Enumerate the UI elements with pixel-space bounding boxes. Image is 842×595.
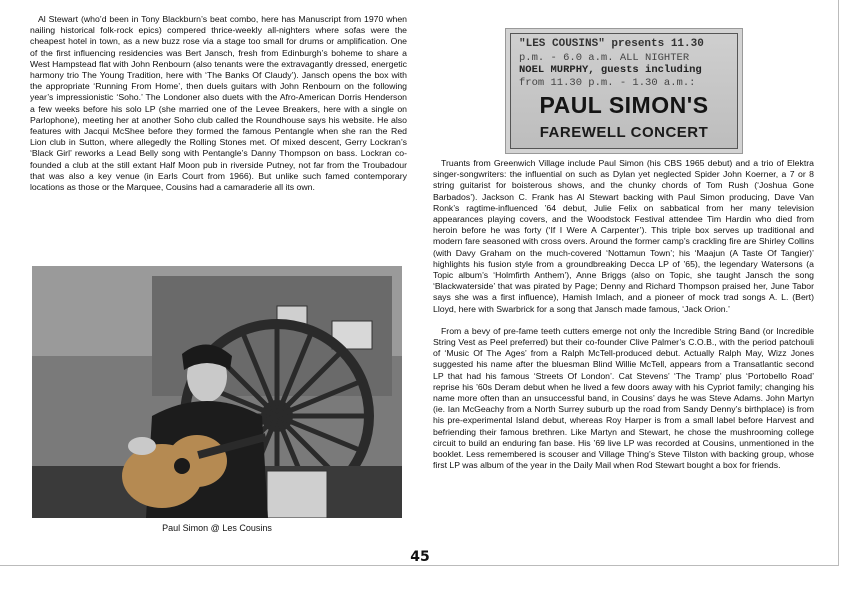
paragraph-gap: [433, 315, 814, 326]
right-column: [433, 158, 814, 471]
concert-clipping: [505, 28, 743, 154]
left-paragraph: Al Stewart (who’d been in Tony Blackburn’s beat combo, here has Manuscript from 1970 when nailing historical folk-rock epics) compered thrice-weekly all-nighters where sofas were the cheapest hotel in town, as a new buzz rose via a stage too small for drums or amplification. One of the first influencing residencies was Bert Jansch, fresh from Edinburgh’s boheme to share a West Hampstead flat with John Renbourn (also tenants were the extravagantly dressed, energetic harmony trio The Young Tradition, here with ‘The Banks Of Claudy’). Jansch opens the box with the appropriate ‘Running From Home’, then duels guitars with John Renbourn on the following year’s impressionistic ‘Soho.’ The Londoner also duets with the Afro-American Dorris Henderson a few weeks before his solo LP (she married one of the Levee Breakers, here with a single on Parlophone), meeting her at another Soho club called the Roundhouse says his website. He also features with Jacqui McShee before they formed the famous Pentangle when she ran the Red Lion club in Sutton, where allegedly the Rolling Stones met. Of mixed descent, Gerry Lockran’s ‘Black Girl’ reworks a Lead Belly song with Pentangle’s Danny Thompson on bass. Lockran co-founded a club at the still extant Half Moon pub in riverside Putney, not far from the Troubadour that was also a key venue (in Earls Court from 1966). But unlike such famed contemporary locations as those or the Marquee, Cousins had a camaraderie all its own.: [30, 14, 407, 193]
clipping-line-presents: "LES COUSINS" presents 11.30: [519, 38, 704, 50]
paul-simon-photo: [32, 266, 402, 518]
photo-illustration: [32, 266, 402, 518]
clipping-line-guests: NOEL MURPHY, guests including: [519, 64, 702, 76]
left-column: [30, 14, 407, 193]
clipping-subhead: FAREWELL CONCERT: [539, 124, 709, 141]
clipping-frame: [510, 33, 738, 149]
right-paragraph-2: From a bevy of pre-fame teeth cutters emerge not only the Incredible String Band (or Incredible String Vest as Peel preferred) but their co-founder Clive Palmer’s C.O.B., with the period patchouli of ‘Music Of The Ages’ from a Ralph McTell-produced debut. Actually Ralph May, Wizz Jones suggested his name after the bluesman Blind Willie McTell, appears from a Transatlantic second LP that had his famous ‘Streets Of London’. Cat Stevens’ ‘The Tramp’ plus ‘Portobello Road’ reprise his ’60s Deram debut when he lived a few doors away with his Cypriot family; changing his name more often than an unsuccessful band, in Cousins’ days he was Steve Adams. John Martyn (ie. Ian McGeachy from a North Surrey suburb up the road from Sandy Denny’s birthplace) is from his pre-experimental Island debut, whereas Roy Harper is from a small label before Harvest and befriending their famous brethren. Like Martyn and Stewart, he chose the mushrooming college circuit to build an enduring fan base. His ’69 live LP was recorded at Cousins, unmentioned in the booklet. Less remembered is scouser and Village Thing’s Steve Tilston with backing group, whose first LP was album of the year in the Daily Mail when Rod Stewart bought a box for friends.: [433, 325, 814, 471]
page-number: 45: [410, 549, 430, 565]
clipping-line-times: from 11.30 p.m. - 1.30 a.m.:: [519, 77, 696, 89]
photo-caption: Paul Simon @ Les Cousins: [162, 523, 272, 533]
right-paragraph-1: Truants from Greenwich Village include Paul Simon (his CBS 1965 debut) and a trio of Elektra singer-songwriters: the influential on such as Dylan yet neglected Spider John Koerner, a 7 or 8 string guitarist for boisterous shows, and the chunky chords of Tom Rush (‘Joshua Gone Barbados’). Jackson C. Frank has Al Stewart backing with Paul Simon producing, Dave Van Ronk’s ragtime-influenced ’64 debut, Julie Felix on sabbatical from her many television appearances playing covers, and the Woodstock Festival attendee Tim Hardin who died from heroin before he was forty (‘If I Were A Carpenter’). This triple box serves up traditional and modern fare seasoned with cross overs. Around the former camp’s crackling fire are Shirley Collins (with Davy Graham on the much-covered ‘Nottamun Town’; his ‘Maajun (A Taste Of Tangier)’ highlights his fusion style from a groundbreaking Decca LP of ’65), the legendary Watersons (a Topic album’s ‘Holmfirth Anthem’), Anne Briggs (also on Topic, she taught Jansch the song ‘Blackwaterside’ that was pirated by Page; Denny and Richard Thompson praised her, June Tabor says she was a first influence), Hamish Imlach, and a pioneer of mock trad songs A. L. (Bert) Lloyd, here with Swarbrick for a song that Jansch made famous, ‘Jack Orion.’: [433, 158, 814, 314]
clipping-line-allnighter: p.m. - 6.0 a.m. ALL NIGHTER: [519, 52, 690, 64]
clipping-headline: PAUL SIMON'S: [539, 92, 709, 118]
